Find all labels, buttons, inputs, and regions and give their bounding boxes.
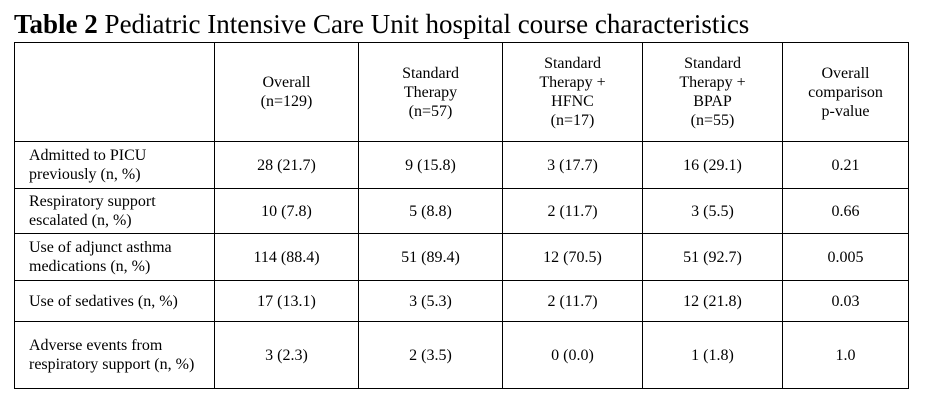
- table-row: [15, 322, 909, 389]
- table-cell: 28 (21.7): [215, 142, 359, 189]
- table-label: Table 2: [14, 9, 98, 39]
- table-cell: 3 (5.5): [643, 189, 783, 234]
- row-label: Adverse events from respiratory support (n, %): [15, 322, 215, 389]
- table-cell: 51 (89.4): [359, 234, 503, 281]
- row-label: Use of adjunct asthma medications (n, %): [15, 234, 215, 281]
- table-cell: 3 (2.3): [215, 322, 359, 389]
- header-cell-empty: [15, 43, 215, 142]
- table-row: [15, 189, 909, 234]
- table-row: [15, 234, 909, 281]
- table-cell: 0.21: [783, 142, 909, 189]
- row-label: Use of sedatives (n, %): [15, 281, 215, 322]
- table-cell: 2 (11.7): [503, 281, 643, 322]
- table-cell: 2 (11.7): [503, 189, 643, 234]
- table-row: [15, 281, 909, 322]
- header-cell-overall: Overall (n=129): [215, 43, 359, 142]
- data-table: [14, 42, 909, 389]
- table-cell: 0.005: [783, 234, 909, 281]
- header-cell-bpap: Standard Therapy + BPAP (n=55): [643, 43, 783, 142]
- table-cell: 51 (92.7): [643, 234, 783, 281]
- table-cell: 3 (17.7): [503, 142, 643, 189]
- table-row: [15, 142, 909, 189]
- table-caption: [14, 8, 749, 40]
- table-cell: 1.0: [783, 322, 909, 389]
- header-row: [15, 43, 909, 142]
- row-label: Admitted to PICU previously (n, %): [15, 142, 215, 189]
- table-cell: 12 (21.8): [643, 281, 783, 322]
- table-cell: 10 (7.8): [215, 189, 359, 234]
- table-title: Pediatric Intensive Care Unit hospital course characteristics: [104, 9, 750, 39]
- header-cell-p-value: Overall comparison p-value: [783, 43, 909, 142]
- table-cell: 16 (29.1): [643, 142, 783, 189]
- table-cell: 1 (1.8): [643, 322, 783, 389]
- table-cell: 9 (15.8): [359, 142, 503, 189]
- table-cell: 2 (3.5): [359, 322, 503, 389]
- table-cell: 12 (70.5): [503, 234, 643, 281]
- table-cell: 114 (88.4): [215, 234, 359, 281]
- header-cell-standard-therapy: Standard Therapy (n=57): [359, 43, 503, 142]
- table-cell: 3 (5.3): [359, 281, 503, 322]
- table-cell: 0.66: [783, 189, 909, 234]
- table-cell: 0 (0.0): [503, 322, 643, 389]
- table-cell: 5 (8.8): [359, 189, 503, 234]
- table-cell: 17 (13.1): [215, 281, 359, 322]
- table-cell: 0.03: [783, 281, 909, 322]
- header-cell-hfnc: Standard Therapy + HFNC (n=17): [503, 43, 643, 142]
- row-label: Respiratory support escalated (n, %): [15, 189, 215, 234]
